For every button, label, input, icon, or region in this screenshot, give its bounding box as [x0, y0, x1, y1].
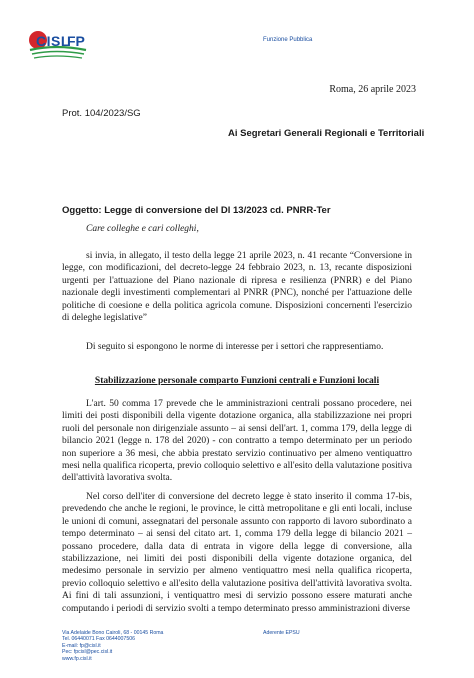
logo-green-stripe-3	[34, 56, 82, 58]
paragraph-norms: Di seguito si espongono le norme di interesse per i settori che rappresentiamo.	[86, 342, 384, 352]
footer-epsu: Aderente EPSU	[263, 630, 300, 636]
addressee: Ai Segretari Generali Regionali e Territoriali	[228, 128, 425, 139]
section-title: Stabilizzazione personale comparto Funzioni centrali e Funzioni locali	[94, 376, 380, 386]
logo-text-fp: FP	[67, 33, 85, 49]
logo-text-cisl: CISL	[36, 33, 70, 49]
footer-phone: Tel. 06440071 Fax 0644007506	[62, 636, 135, 643]
footer-web[interactable]: www.fp.cisl.it	[62, 655, 92, 662]
paragraph-intro	[62, 250, 412, 324]
letter-date: Roma, 26 aprile 2023	[329, 84, 416, 95]
protocol-number: Prot. 104/2023/SG	[62, 108, 141, 119]
paragraph-art50-text: L'art. 50 comma 17 prevede che le amministrazioni centrali possano procedere, nei limiti dei posti disponibili della vigente dotazione organica, alla stabilizzazione nei propri ruoli del personale non dirigenziale assunto – ai sensi dell'art. 1, comma 179, della legge di bilancio 2021 (legge n. 178 del 2020) - con contratto a tempo determinato per un periodo non superiore a 36 mesi, che abbia prestato servizio continuativo per almeno ventiquattro mesi nella qualifica ricoperta, previo colloquio selettivo e all'esito della valutazione positiva dell'attività lavorativa svolta.	[62, 399, 412, 484]
paragraph-art50	[62, 398, 412, 485]
footer-pec[interactable]: Pec: fpcisl@pec.cisl.it	[62, 649, 113, 656]
footer-contacts	[62, 630, 163, 662]
paragraph-comma17bis	[62, 491, 412, 615]
paragraph-comma17bis-text: Nel corso dell'iter di conversione del decreto legge è stato inserito il comma 17-bis, prevedendo che anche le regioni, le province, le città metropolitane e gli enti locali, incluse le unioni di comuni, assegnatari del personale assunto con rapporto di lavoro subordinato a tempo determinato – ai sensi del citato art. 1, comma 179 della legge di bilancio 2021 – possano procedere, dalla data di entrata in vigore della legge di conversione, alla stabilizzazione, nei limiti dei posti disponibili della vigente dotazione organica, del medesimo personale in servizio per almeno ventiquattro mesi nella qualifica ricoperta, previo colloquio selettivo e all'esito della valutazione positiva dell'attività lavorativa svolta. Ai fini di tali assunzioni, i ventiquattro mesi di servizio possono essere maturati anche computando i periodi di servizio svolti a tempo determinato presso amministrazioni diverse	[62, 492, 412, 614]
logo-green-stripe-2	[32, 52, 84, 55]
footer-address: Via Adelaide Bono Cairoli, 68 - 00145 Roma	[62, 630, 164, 636]
letter-subject: Oggetto: Legge di conversione del Dl 13/2023 cd. PNRR-Ter	[62, 205, 331, 216]
greeting: Care colleghe e cari colleghi,	[86, 224, 199, 234]
footer-email[interactable]: E-mail: fp@cisl.it	[62, 642, 101, 649]
paragraph-intro-text: si invia, in allegato, il testo della legge 21 aprile 2023, n. 41 recante “Conversione in legge, con modificazioni, del decreto-legge 24 febbraio 2023, n. 13, recante disposizioni urgenti per l'attuazione del Piano nazionale di ripresa e resilienza (PNRR) e del Piano nazionale degli investimenti complementari al PNRR (PNC), nonché per l'attuazione delle politiche di coesione e della politica agricola comune. Disposizioni concernenti l'esercizio di deleghe legislative”	[62, 251, 412, 324]
header-label: Funzione Pubblica	[263, 37, 313, 43]
